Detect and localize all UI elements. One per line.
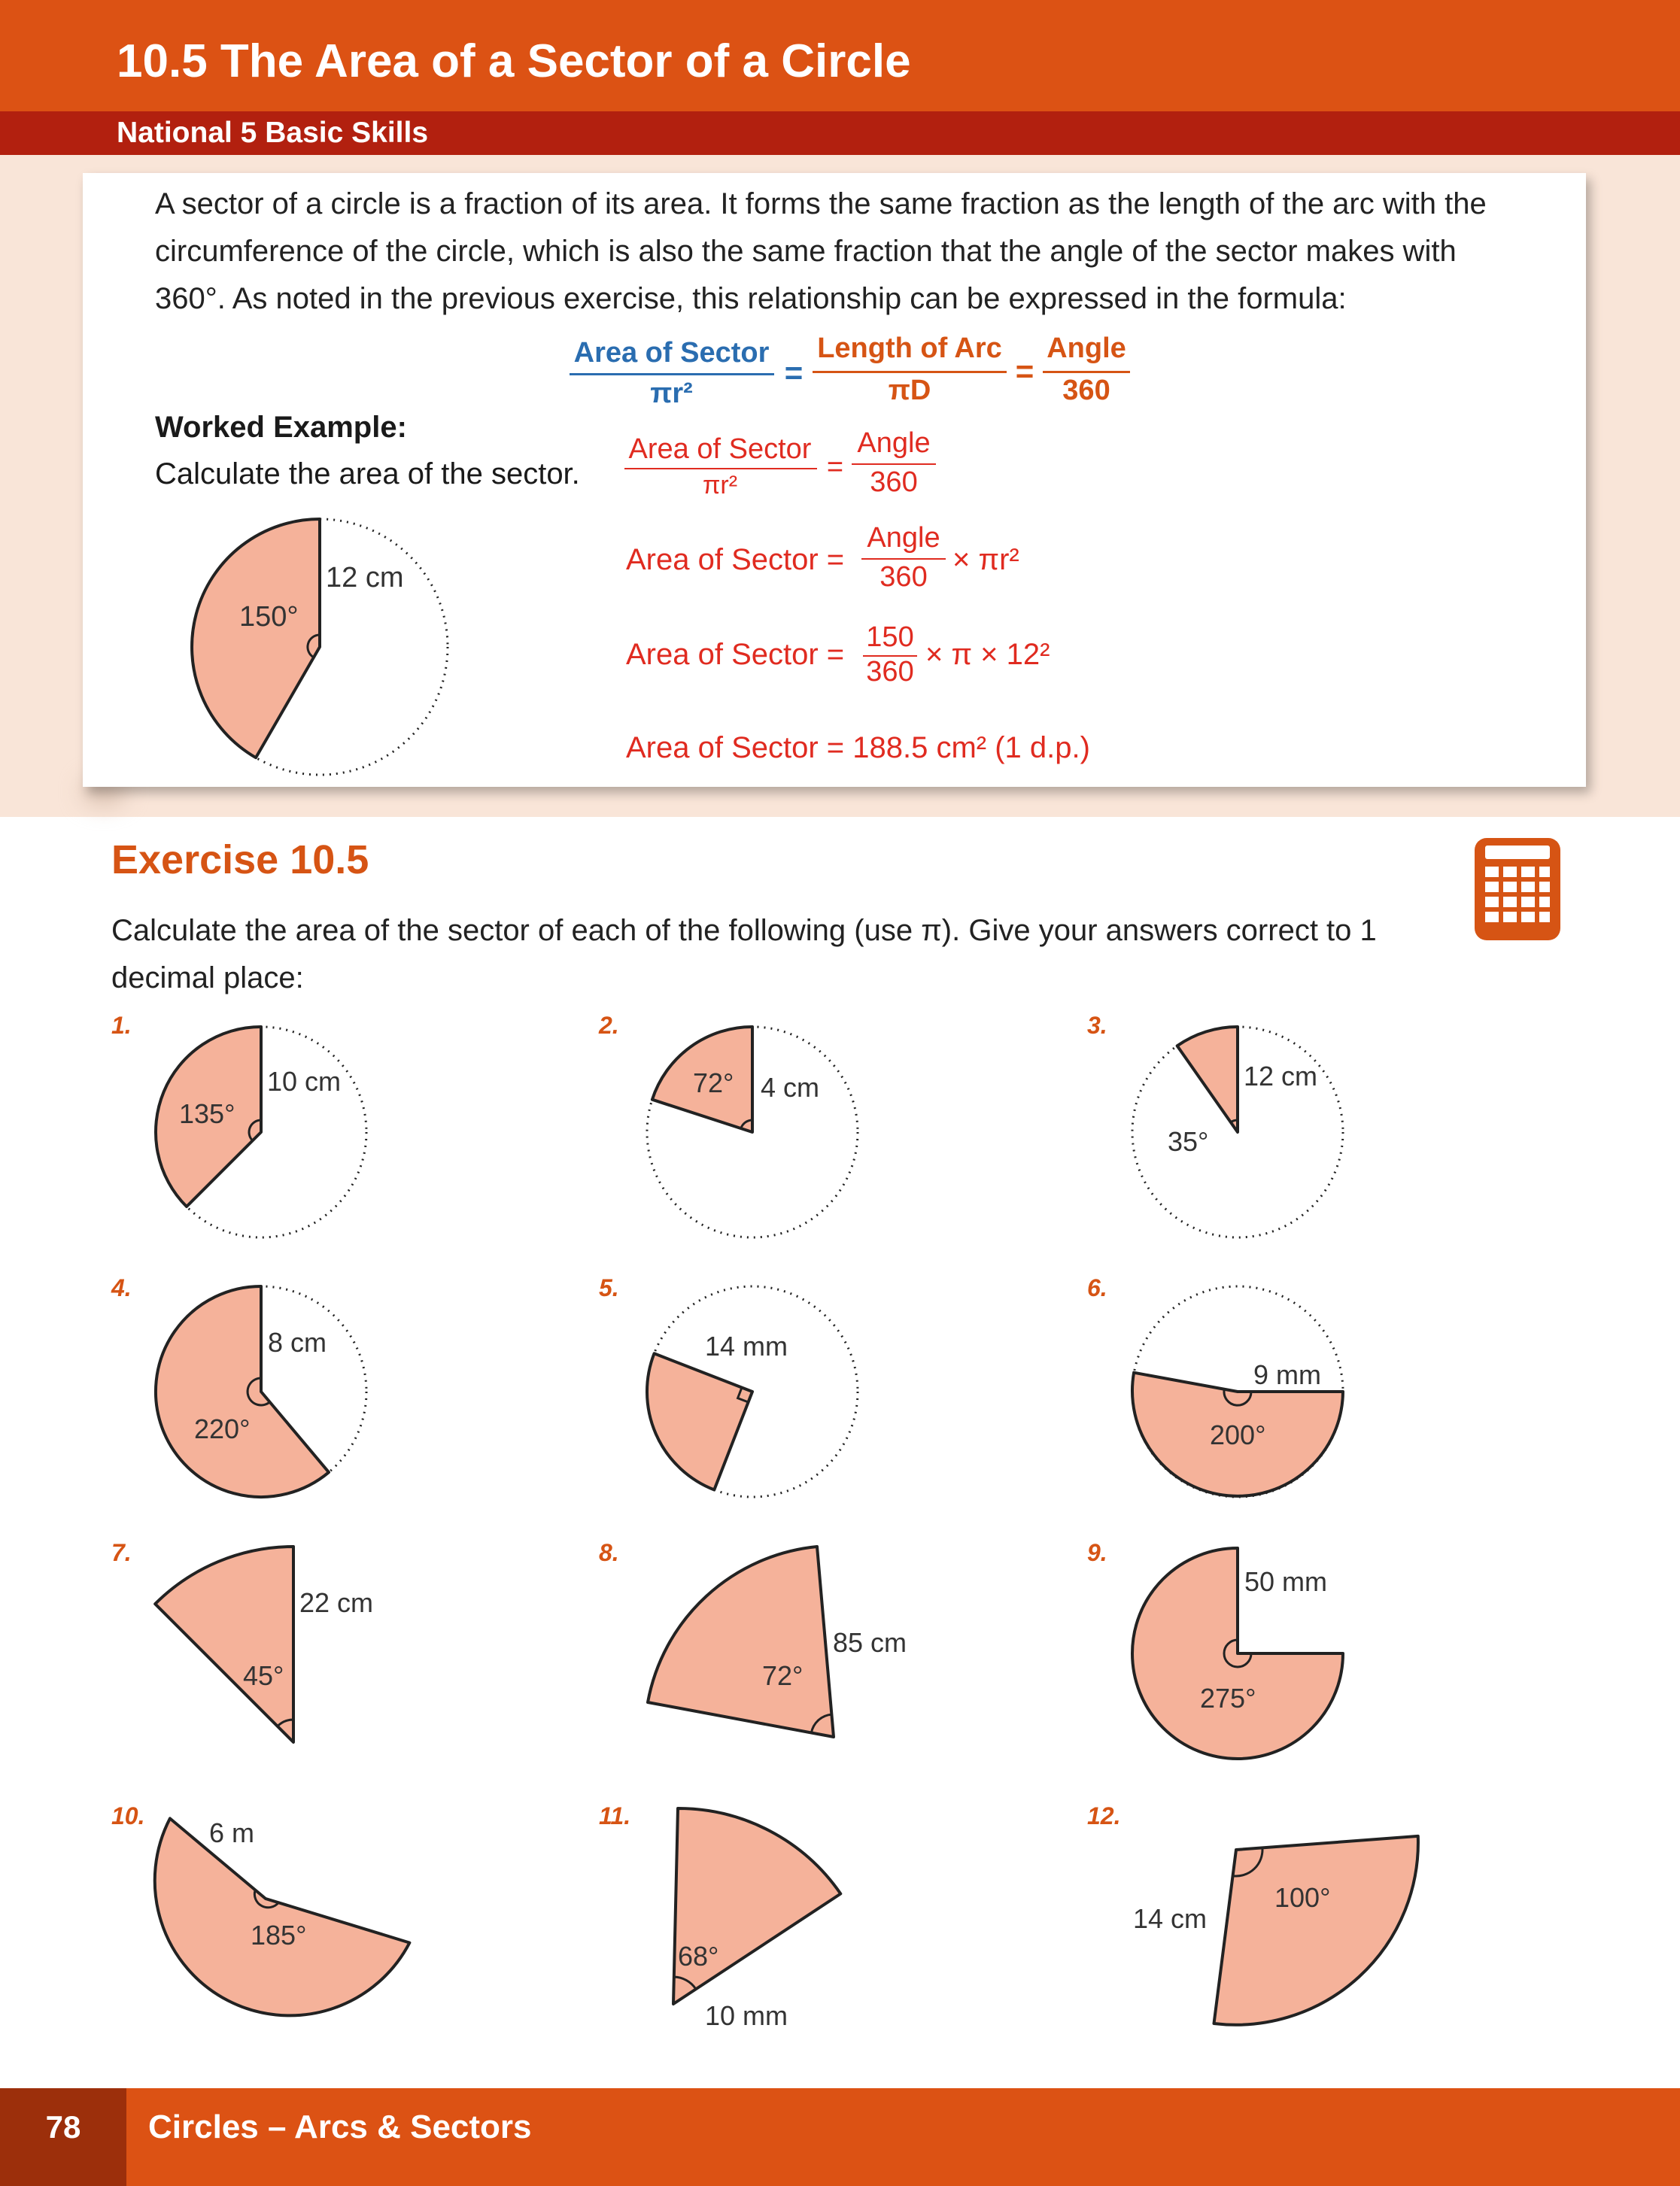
step1-denominator: πr² bbox=[702, 471, 738, 499]
instruction-line-2: decimal place: bbox=[111, 961, 304, 994]
step3-tail: × π × 12² bbox=[925, 638, 1050, 671]
step1-angle-bar bbox=[852, 463, 936, 465]
step1-angle-denominator: 360 bbox=[870, 466, 918, 498]
formula-arc-denominator: πD bbox=[888, 375, 931, 406]
radius-label: 85 cm bbox=[833, 1627, 907, 1658]
angle-label: 35° bbox=[1168, 1126, 1209, 1157]
question-number: 1. bbox=[111, 1012, 132, 1039]
question-7-diagram bbox=[143, 1535, 391, 1760]
radius-label: 50 mm bbox=[1244, 1566, 1328, 1597]
radius-label: 14 mm bbox=[705, 1331, 788, 1362]
radius-label: 10 cm bbox=[267, 1066, 342, 1097]
question-8-diagram bbox=[636, 1535, 937, 1745]
step4-result: Area of Sector = 188.5 cm² (1 d.p.) bbox=[626, 731, 1090, 764]
radius-label: 6 m bbox=[209, 1817, 255, 1848]
intro-line-3: 360°. As noted in the previous exercise, this relationship can be expressed in the formula: bbox=[155, 282, 1347, 315]
angle-label: 200° bbox=[1210, 1419, 1266, 1450]
angle-label: 220° bbox=[194, 1413, 251, 1444]
step2-bar bbox=[861, 558, 946, 560]
radius-label: 4 cm bbox=[761, 1072, 820, 1103]
formula-angle-numerator: Angle bbox=[1047, 332, 1126, 364]
page-title: 10.5 The Area of a Sector of a Circle bbox=[117, 35, 911, 87]
step2-denominator: 360 bbox=[879, 561, 928, 593]
formula-arc-numerator: Length of Arc bbox=[817, 332, 1002, 364]
angle-label: 68° bbox=[678, 1941, 719, 1972]
page-subtitle: National 5 Basic Skills bbox=[117, 117, 429, 149]
angle-label: 275° bbox=[1200, 1683, 1256, 1714]
question-number: 9. bbox=[1087, 1539, 1107, 1566]
question-4-diagram bbox=[143, 1279, 391, 1512]
step3-left: Area of Sector = bbox=[626, 638, 845, 671]
radius-label: 12 cm bbox=[1244, 1061, 1318, 1091]
radius-label: 12 cm bbox=[326, 562, 404, 594]
question-5-diagram bbox=[636, 1279, 869, 1512]
angle-label: 100° bbox=[1274, 1882, 1331, 1913]
radius-label: 9 mm bbox=[1253, 1359, 1321, 1390]
footer-title: Circles – Arcs & Sectors bbox=[148, 2109, 532, 2145]
radius-label: 8 cm bbox=[268, 1327, 327, 1358]
question-number: 4. bbox=[111, 1274, 132, 1301]
question-number: 11. bbox=[599, 1802, 631, 1829]
question-number: 12. bbox=[1087, 1802, 1121, 1829]
question-1-diagram bbox=[143, 1012, 391, 1260]
radius-label: 10 mm bbox=[705, 2000, 788, 2030]
question-6-diagram bbox=[1121, 1279, 1362, 1512]
question-number: 2. bbox=[599, 1012, 619, 1039]
formula-arc-bar bbox=[813, 371, 1007, 373]
step1-angle-numerator: Angle bbox=[857, 427, 931, 459]
angle-label: 72° bbox=[762, 1660, 804, 1691]
question-3-diagram bbox=[1121, 1012, 1354, 1245]
instruction-line-1: Calculate the area of the sector of each of the following (use π). Give your answers correct to 1 bbox=[111, 914, 1377, 947]
question-11-diagram bbox=[636, 1796, 861, 2030]
question-10-diagram bbox=[143, 1805, 429, 2039]
step3-numerator: 150 bbox=[866, 621, 914, 653]
step3-denominator: 360 bbox=[866, 656, 914, 688]
angle-label: 150° bbox=[239, 601, 299, 633]
question-number: 10. bbox=[111, 1802, 145, 1829]
worked-example-prompt: Calculate the area of the sector. bbox=[155, 457, 580, 490]
question-number: 6. bbox=[1087, 1274, 1107, 1301]
formula-equals-2: = bbox=[1015, 354, 1034, 389]
step1-equals: = bbox=[826, 451, 844, 483]
formula-area-numerator: Area of Sector bbox=[573, 337, 770, 369]
question-2-diagram bbox=[636, 1012, 869, 1245]
question-12-diagram bbox=[1121, 1805, 1437, 2031]
step2-left: Area of Sector = bbox=[626, 543, 845, 576]
question-number: 7. bbox=[111, 1539, 132, 1566]
formula-area-denominator: πr² bbox=[650, 378, 693, 409]
question-9-diagram bbox=[1121, 1535, 1362, 1768]
question-number: 3. bbox=[1087, 1012, 1107, 1039]
sector-shape bbox=[192, 519, 320, 758]
exercise-title: Exercise 10.5 bbox=[111, 837, 369, 882]
worked-example-diagram bbox=[181, 504, 466, 790]
worked-example-heading: Worked Example: bbox=[155, 411, 407, 444]
intro-line-2: circumference of the circle, which is also the same fraction that the angle of the sector makes with bbox=[155, 235, 1457, 268]
calculator-icon bbox=[1473, 836, 1562, 942]
angle-label: 185° bbox=[251, 1920, 307, 1951]
question-number: 5. bbox=[599, 1274, 619, 1301]
step2-numerator: Angle bbox=[867, 522, 940, 554]
angle-label: 72° bbox=[693, 1067, 734, 1098]
question-number: 8. bbox=[599, 1539, 619, 1566]
page-number: 78 bbox=[45, 2109, 81, 2145]
radius-label: 22 cm bbox=[299, 1587, 374, 1618]
step1-bar bbox=[624, 468, 817, 469]
angle-label: 135° bbox=[179, 1098, 235, 1129]
radius-label: 14 cm bbox=[1133, 1903, 1208, 1934]
angle-label: 45° bbox=[243, 1660, 284, 1691]
intro-line-1: A sector of a circle is a fraction of its area. It forms the same fraction as the length of the arc with the bbox=[155, 187, 1487, 220]
formula-equals-1: = bbox=[784, 355, 804, 390]
step2-tail: × πr² bbox=[952, 543, 1019, 576]
formula-angle-bar bbox=[1043, 371, 1130, 373]
step1-numerator: Area of Sector bbox=[628, 433, 812, 465]
formula-area-bar bbox=[570, 373, 774, 375]
formula-angle-denominator: 360 bbox=[1062, 375, 1110, 406]
